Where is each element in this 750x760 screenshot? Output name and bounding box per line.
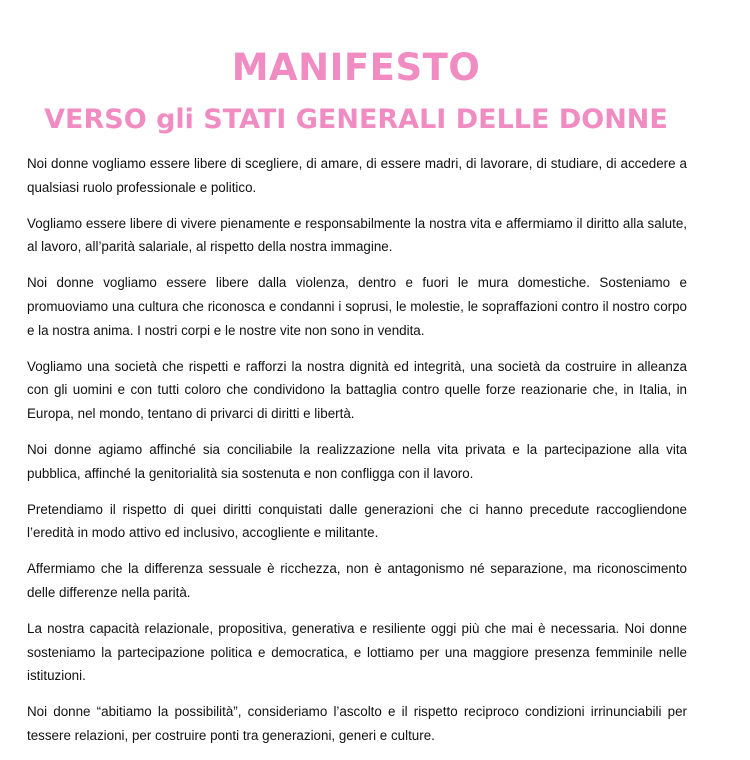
paragraph-7: Affermiamo che la differenza sessuale è ricchezza, non è antagonismo né separazione, ma riconoscimento delle differenze nella parità. xyxy=(27,561,687,600)
paragraph-6: Pretendiamo il rispetto di quei diritti conquistati dalle generazioni che ci hanno precedute raccogliendone l’eredità in modo attivo ed inclusivo, accogliente e militante. xyxy=(27,501,687,541)
paragraph-2: Vogliamo essere libere di vivere pienamente e responsabilmente la nostra vita e affermiamo il diritto alla salute, al lavoro, all’parità salariale, al rispetto della nostra immagine. xyxy=(27,215,687,255)
paragraph-8: La nostra capacità relazionale, propositiva, generativa e resiliente oggi più che mai è necessaria. Noi donne sosteniamo la partecipazione politica e democratica, e lottiamo per una maggiore presenza femminile nelle istituzioni. xyxy=(27,621,687,684)
document-title: MANIFESTO xyxy=(231,46,481,89)
paragraph-1: Noi donne vogliamo essere libere di scegliere, di amare, di essere madri, di lavorare, di studiare, di accedere a qualsiasi ruolo professionale e politico. xyxy=(27,156,687,195)
paragraph-3: Noi donne vogliamo essere libere dalla violenza, dentro e fuori le mura domestiche. Sosteniamo e promuoviamo una cultura che riconosca e condanni i soprusi, le molestie, le sopraffazioni contro il nostro corpo e la nostra anima. I nostri corpi e le nostre vite non sono in vendita. xyxy=(27,275,687,338)
paragraph-5: Noi donne agiamo affinché sia conciliabile la realizzazione nella vita privata e la partecipazione alla vita pubblica, affinché la genitorialità sia sostenuta e non confligga con il lavoro. xyxy=(27,441,687,481)
paragraph-4: Vogliamo una società che rispetti e rafforzi la nostra dignità ed integrità, una società da costruire in alleanza con gli uomini e con tutti coloro che condividono la battaglia contro quelle forze reazionarie che, in Italia, in Europa, nel mondo, tentano di privarci di diritti e libertà. xyxy=(27,358,687,421)
manifesto-body xyxy=(27,152,687,760)
paragraph-9: Noi donne “abitiamo la possibilità”, consideriamo l’ascolto e il rispetto reciproco condizioni irrinunciabili per tessere relazioni, per costruire ponti tra generazioni, generi e culture. xyxy=(27,704,687,743)
document-subtitle: VERSO gli STATI GENERALI DELLE DONNE xyxy=(44,104,668,135)
